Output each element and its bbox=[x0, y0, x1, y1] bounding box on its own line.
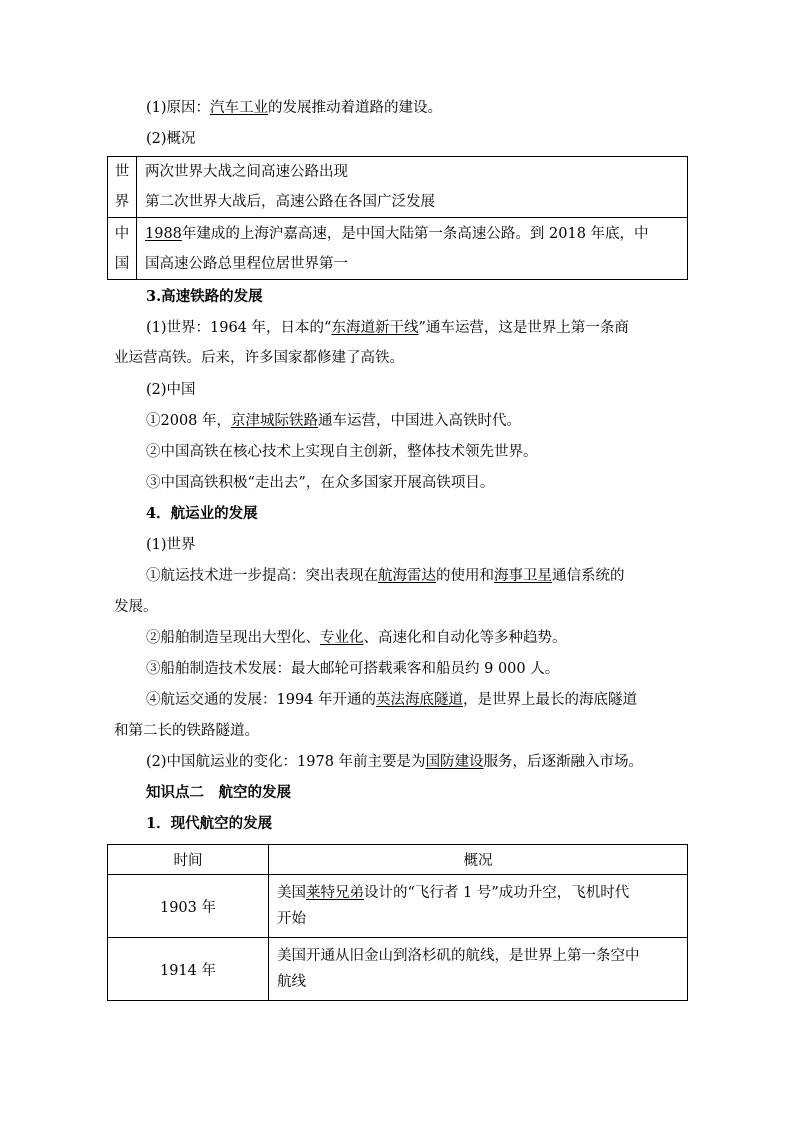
china-label-cell bbox=[108, 218, 137, 280]
row-1-line-2: 开始 bbox=[277, 911, 306, 927]
world-label-char-1: 世 bbox=[114, 164, 130, 180]
china-label-char-2: 国 bbox=[114, 255, 130, 272]
shipping-item-3: ③船舶制造技术发展：最大邮轮可搭载乘客和船员约 9 000 人。 bbox=[146, 661, 560, 677]
world-line-1: 两次世界大战之间高速公路出现 bbox=[145, 164, 348, 180]
table-row-china bbox=[108, 218, 688, 280]
row-2-line-2: 航线 bbox=[277, 974, 306, 990]
header-overview: 概况 bbox=[269, 845, 688, 875]
shipping-item-1-prefix: ①航运技术进一步提高：突出表现在 bbox=[146, 568, 378, 584]
aviation-heading: 1．现代航空的发展 bbox=[146, 815, 273, 832]
shipping-item-2-underlined: 专业化 bbox=[320, 630, 364, 646]
rail-china-label: (2)中国 bbox=[146, 382, 196, 398]
world-content-cell bbox=[137, 157, 688, 218]
row-1-time: 1903 年 bbox=[108, 875, 269, 938]
world-label-char-2: 界 bbox=[114, 194, 130, 210]
world-line-2: 第二次世界大战后，高速公路在各国广泛发展 bbox=[145, 194, 435, 210]
table-row bbox=[108, 875, 688, 938]
china-content-cell bbox=[137, 218, 688, 280]
rail-item-1 bbox=[146, 411, 521, 431]
shipping-item-2 bbox=[146, 628, 567, 648]
shipping-item-2-prefix: ②船舶制造呈现出大型化、 bbox=[146, 630, 320, 646]
shipping-item-4-suffix: ，是世界上最长的海底隧道 bbox=[463, 692, 638, 708]
shipping-item-1-line-2: 发展。 bbox=[114, 599, 158, 615]
row-1-prefix: 美国 bbox=[277, 885, 306, 901]
rail-item-1-suffix: 通车运营，中国进入高铁时代。 bbox=[318, 413, 522, 429]
road-reason bbox=[146, 98, 442, 118]
rail-heading: 3.高速铁路的发展 bbox=[146, 288, 263, 305]
rail-world-prefix: (1)世界：1964 年，日本的“ bbox=[146, 320, 332, 336]
shipping-item-1 bbox=[146, 566, 625, 586]
shipping-item-4-line-2: 和第二长的铁路隧道。 bbox=[114, 723, 259, 739]
shipping-item-4-prefix: ④航运交通的发展：1994 年开通的 bbox=[146, 692, 377, 708]
aviation-table bbox=[107, 844, 688, 1001]
table-row bbox=[108, 938, 688, 1001]
row-1-desc bbox=[269, 875, 688, 938]
shipping-item-1-suffix: 通信系统的 bbox=[552, 568, 625, 584]
shipping-china-prefix: (2)中国航运业的变化：1978 年前主要是为 bbox=[146, 754, 426, 770]
shipping-item-4 bbox=[146, 690, 637, 710]
table-header-row bbox=[108, 845, 688, 875]
road-overview-table bbox=[107, 156, 688, 280]
header-time: 时间 bbox=[108, 845, 269, 875]
shipping-china bbox=[146, 752, 643, 772]
row-2-text: 美国开通从旧金山到洛杉矶的航线，是世界上第一条空中 bbox=[277, 948, 640, 964]
shipping-world-label: (1)世界 bbox=[146, 537, 196, 553]
rail-world-line-2: 业运营高铁。后来，许多国家都修建了高铁。 bbox=[114, 350, 404, 366]
shipping-heading: 4．航运业的发展 bbox=[146, 505, 258, 522]
rail-world-underlined: 东海道新干线 bbox=[331, 320, 419, 336]
row-2-desc bbox=[269, 938, 688, 1001]
shipping-china-suffix: 服务，后逐渐融入市场。 bbox=[483, 754, 644, 770]
road-reason-prefix: (1)原因： bbox=[146, 100, 211, 116]
china-label-char-1: 中 bbox=[114, 225, 130, 242]
rail-world-suffix: ”通车运营，这是世界上第一条商 bbox=[418, 320, 629, 336]
row-1-underlined: 莱特兄弟 bbox=[306, 885, 364, 901]
road-reason-suffix: 的发展推动着道路的建设。 bbox=[268, 100, 443, 116]
world-label-cell bbox=[108, 157, 137, 218]
shipping-item-2-suffix: 、高速化和自动化等多种趋势。 bbox=[363, 630, 567, 646]
rail-item-1-prefix: ①2008 年， bbox=[146, 413, 232, 429]
shipping-item-1-underlined-2: 海事卫星 bbox=[494, 568, 552, 584]
road-overview-label: (2)概况 bbox=[146, 131, 196, 147]
china-line-1 bbox=[145, 219, 687, 249]
china-line-2: 国高速公路总里程位居世界第一 bbox=[145, 255, 348, 272]
table-row-world bbox=[108, 157, 688, 218]
china-year-underlined: 1988 bbox=[145, 225, 182, 242]
china-line-1-text: 年建成的上海沪嘉高速，是中国大陆第一条高速公路。到 2018 年底，中 bbox=[181, 225, 649, 242]
road-reason-underlined: 汽车工业 bbox=[210, 100, 269, 116]
shipping-item-1-underlined-1: 航海雷达 bbox=[378, 568, 436, 584]
rail-item-2: ②中国高铁在核心技术上实现自主创新，整体技术领先世界。 bbox=[146, 444, 538, 460]
rail-item-3: ③中国高铁积极“走出去”，在众多国家开展高铁项目。 bbox=[146, 475, 495, 491]
rail-item-1-underlined: 京津城际铁路 bbox=[231, 413, 319, 429]
rail-world bbox=[146, 318, 629, 338]
row-1-suffix: 设计的“飞行者 1 号”成功升空，飞机时代 bbox=[364, 885, 630, 901]
row-2-time: 1914 年 bbox=[108, 938, 269, 1001]
shipping-item-1-mid: 的使用和 bbox=[436, 568, 494, 584]
shipping-item-4-underlined: 英法海底隧道 bbox=[376, 692, 464, 708]
shipping-china-underlined: 国防建设 bbox=[425, 754, 484, 770]
knowledge-point-heading: 知识点二 航空的发展 bbox=[146, 784, 291, 801]
